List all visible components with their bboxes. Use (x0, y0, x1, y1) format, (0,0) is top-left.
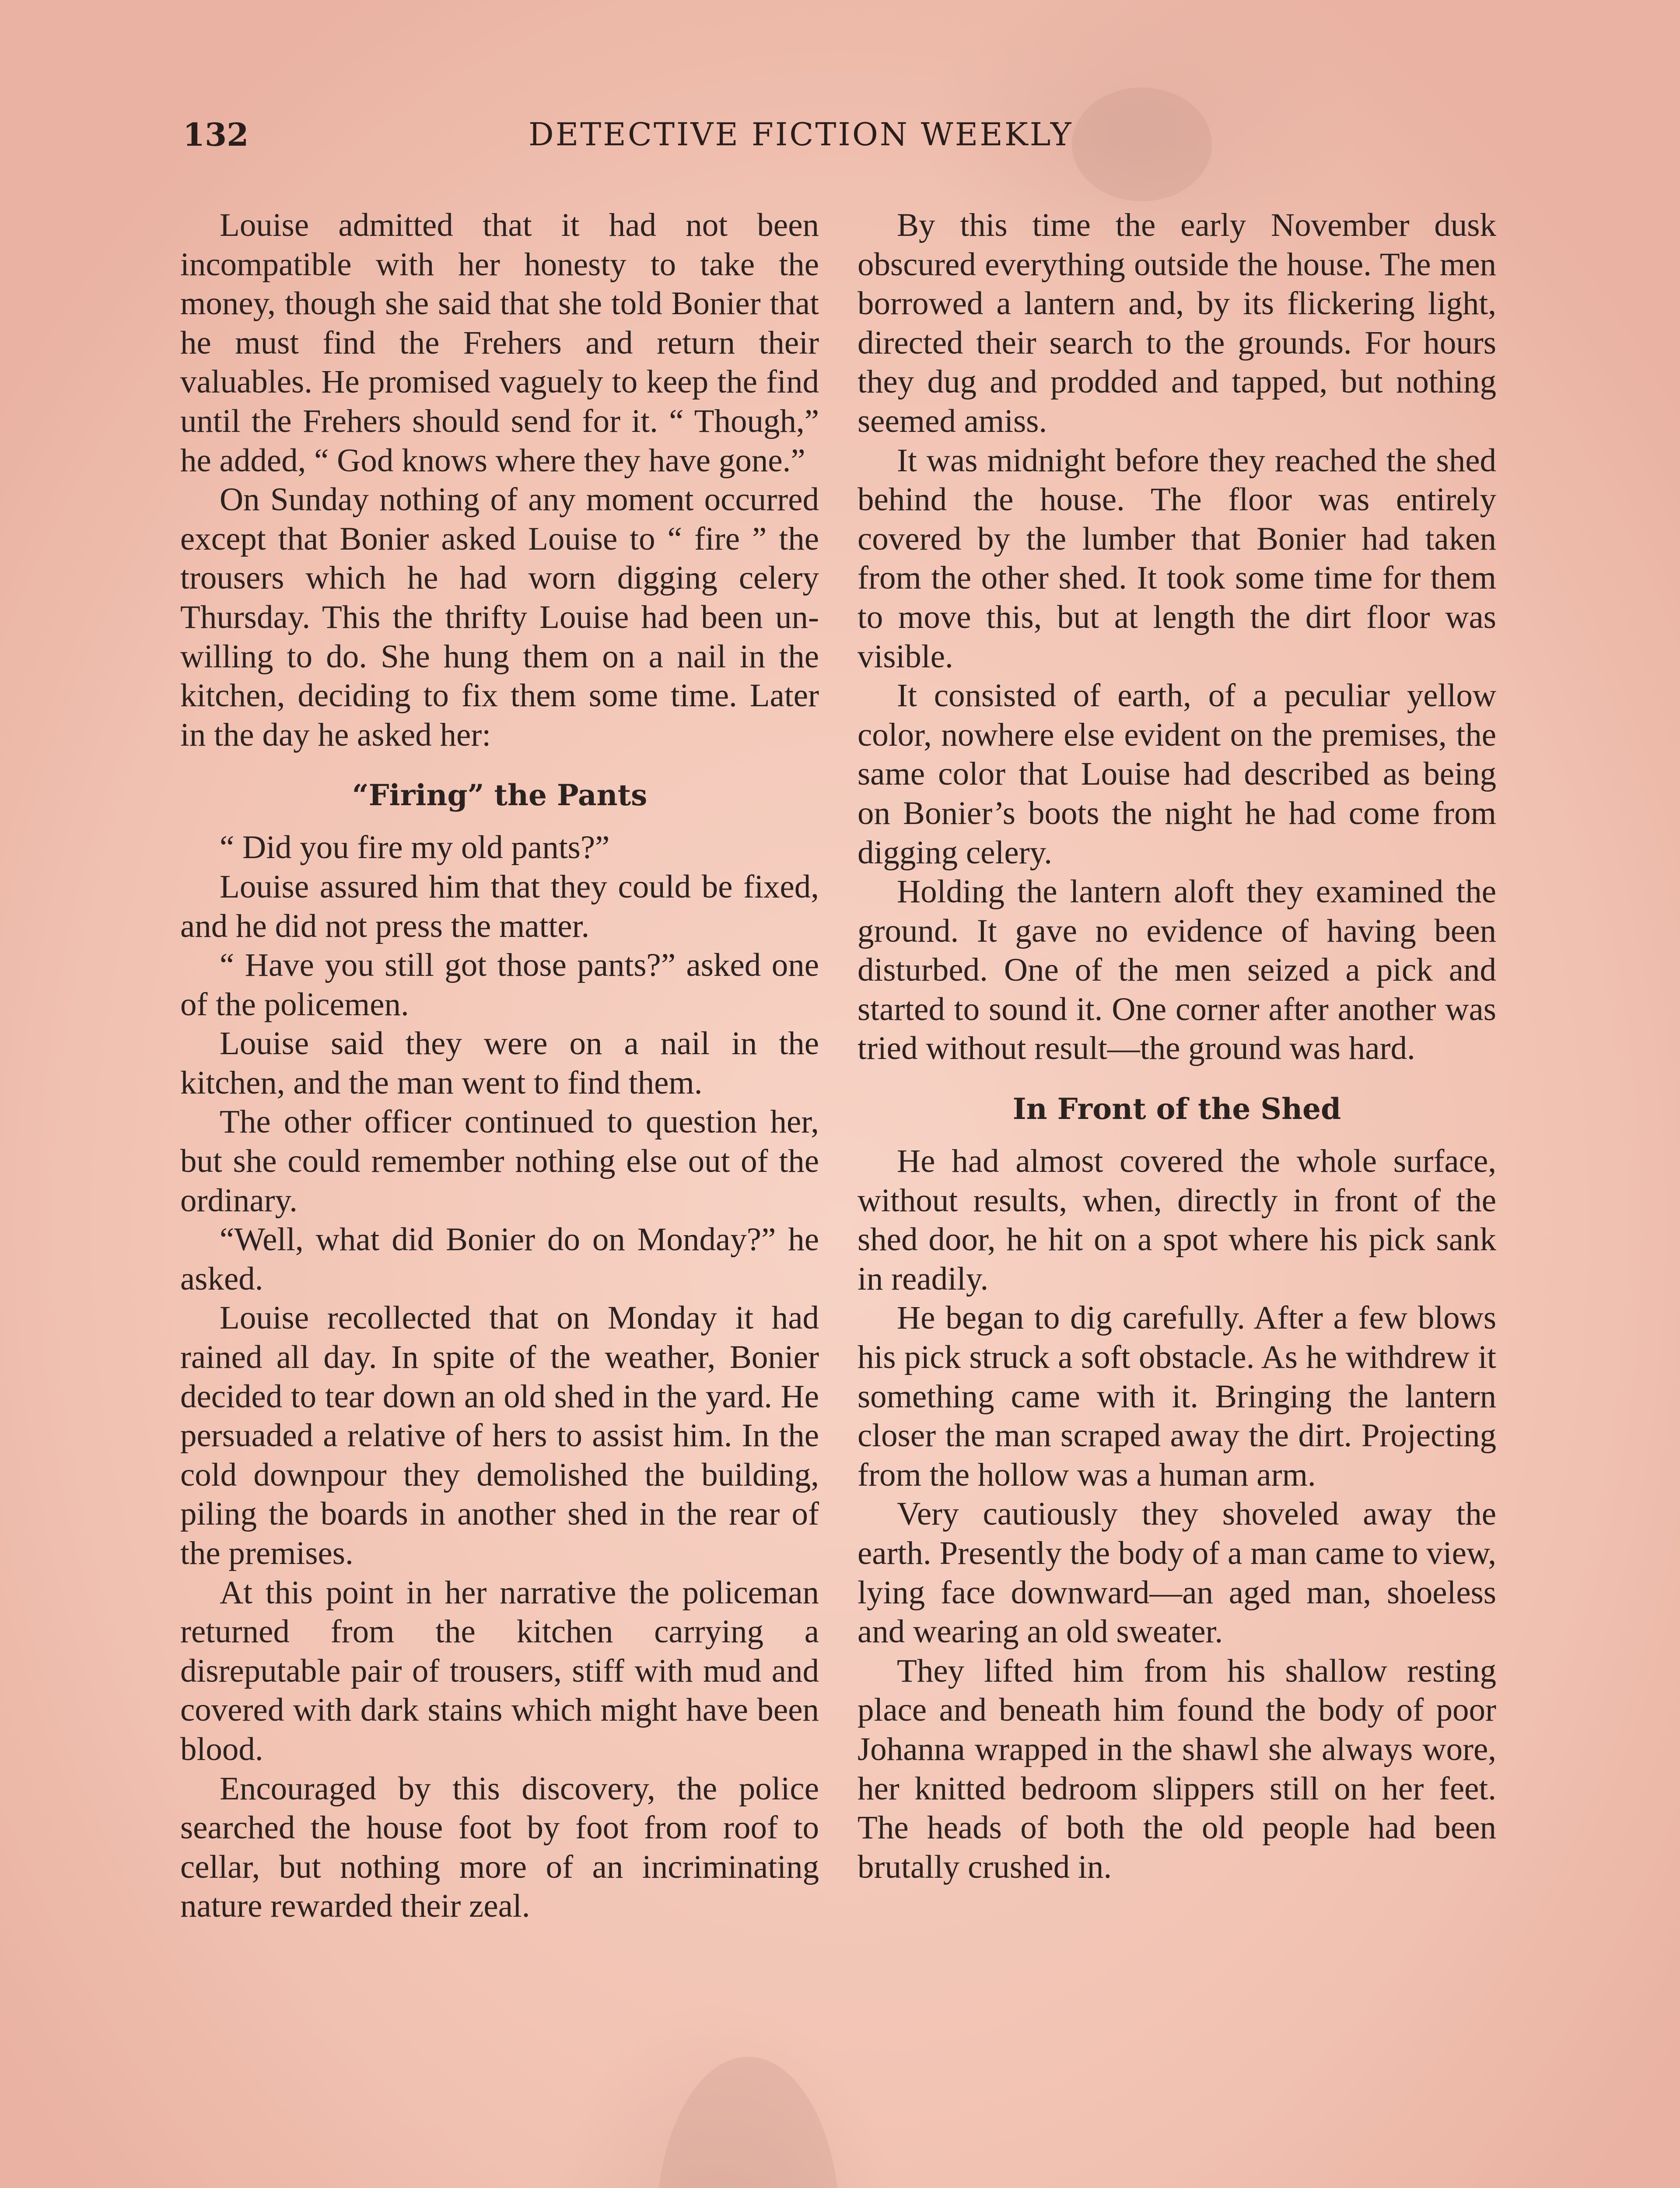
section-subhead: In Front of the Shed (1012, 1092, 1341, 1126)
paragraph: “Well, what did Bonier do on Monday?” he asked. (180, 1221, 819, 1297)
paragraph: Louise assured him that they could be fixed, and he did not press the matter. (180, 868, 819, 944)
paragraph: Encouraged by this discovery, the police searched the house foot by foot from roof to cellar, but nothing more of an incriminating nature rewarded their zeal. (180, 1770, 819, 1925)
page-header (183, 116, 1504, 168)
section-subhead: “Firing” the Pants (352, 778, 648, 813)
paragraph: Holding the lantern aloft they examined the ground. It gave no evidence of having been disturbed. One of the men seized a pick and started to sound it. One corner after another was tried without result—the ground was hard. (858, 873, 1496, 1067)
paragraph: Very cautiously they shoveled away the earth. Presently the body of a man came to view, lying face downward—an aged man, shoeless and wearing an old sweater. (858, 1496, 1496, 1650)
paragraph: He had almost covered the whole surface, without results, when, directly in front of the shed door, he hit on a spot where his pick sank in readily. (858, 1143, 1496, 1297)
paper-stain (656, 2057, 840, 2188)
page-number: 132 (183, 116, 249, 153)
left-column (180, 206, 819, 1926)
paragraph: They lifted him from his shallow resting place and beneath him found the body of poor Johanna wrapped in the shawl she always wore, her knitted bedroom slippers still on her feet. The heads of both the old people had been brutally crushed in. (858, 1652, 1496, 1885)
paragraph: It consisted of earth, of a peculiar yellow color, nowhere else evident on the premises, the same color that Louise had described as being on Bonier’s boots the night he had come from digging celery. (858, 677, 1496, 871)
running-title: DETECTIVE FICTION WEEKLY (528, 116, 1073, 153)
paragraph: Louise admitted that it had not been incompatible with her honesty to take the money, though she said that she told Bonier that he must find the Frehers and return their valuables. He promised vaguely to keep the find until the Frehers should send for it. “ Though,” he added, “ God knows where they have gone.” (180, 207, 819, 479)
paragraph: “ Have you still got those pants?” asked one of the policemen. (180, 947, 819, 1023)
paragraph: At this point in her narrative the policeman returned from the kitchen carrying a disreputable pair of trousers, stiff with mud and covered with dark stains which might have been blood. (180, 1574, 819, 1767)
paragraph: He began to dig carefully. After a few blows his pick struck a soft obstacle. As he withdrew it something came with it. Bringing the lantern closer the man scraped away the dirt. Projecting from the hollow was a human arm. (858, 1300, 1496, 1493)
paragraph: The other officer continued to question her, but she could remember nothing else out of the ordinary. (180, 1104, 819, 1219)
paragraph: “ Did you fire my old pants?” (220, 829, 610, 866)
paragraph: On Sunday nothing of any moment occurred except that Bonier asked Louise to “ fire ” the trousers which he had worn digging celery Thursday. This the thrifty Louise had been unwilling to do. She hung them on a nail in the kitchen, deciding to fix them some time. Later in the day he asked her: (180, 481, 819, 753)
paragraph: By this time the early November dusk obscured everything outside the house. The men borrowed a lantern and, by its flickering light, directed their search to the grounds. For hours they dug and prodded and tapped, but nothing seemed amiss. (858, 207, 1496, 439)
paragraph: Louise said they were on a nail in the kitchen, and the man went to find them. (180, 1025, 819, 1101)
paragraph: Louise recollected that on Monday it had rained all day. In spite of the weather, Bonier decided to tear down an old shed in the yard. He persuaded a relative of hers to assist him. In the cold downpour they demolished the building, piling the boards in another shed in the rear of the premises. (180, 1300, 819, 1571)
paragraph: It was midnight before they reached the shed behind the house. The floor was entirely covered by the lumber that Bonier had taken from the other shed. It took some time for them to move this, but at length the dirt floor was visible. (858, 442, 1496, 675)
right-column (858, 206, 1496, 1886)
